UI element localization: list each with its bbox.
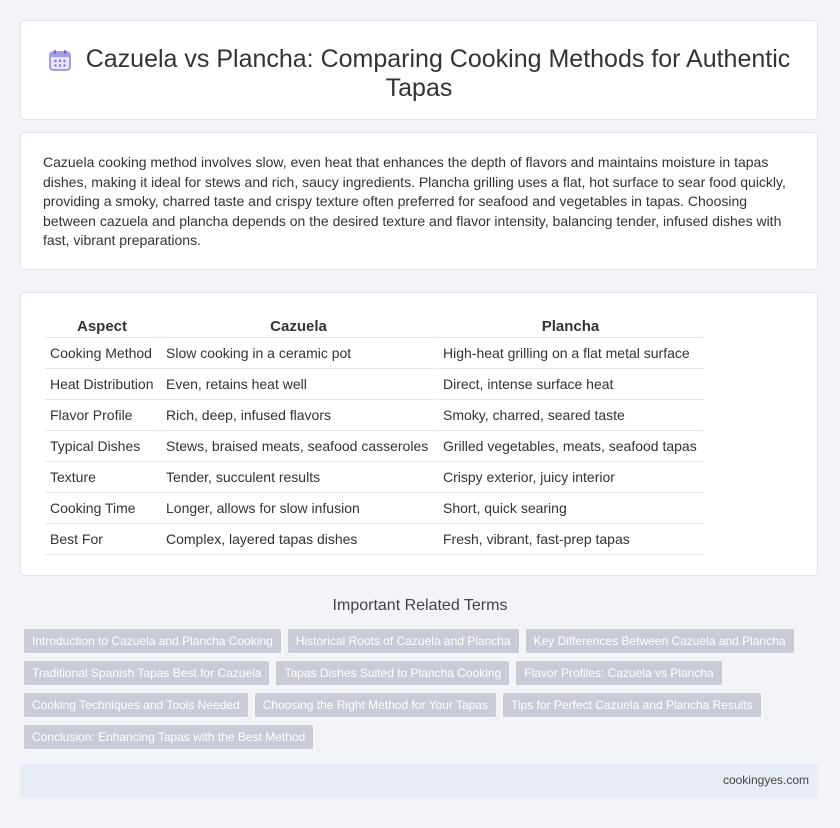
cell-plancha: Smoky, charred, seared taste [438, 400, 703, 431]
term-tag[interactable]: Tapas Dishes Suited to Plancha Cooking [276, 661, 509, 685]
cell-cazuela: Longer, allows for slow infusion [161, 493, 436, 524]
cell-plancha: Fresh, vibrant, fast-prep tapas [438, 524, 703, 555]
related-terms-heading: Important Related Terms [332, 597, 508, 614]
header-cazuela: Cazuela [161, 315, 436, 338]
table-row [45, 431, 703, 462]
cell-plancha: High-heat grilling on a flat metal surface [438, 338, 703, 369]
table-row [45, 338, 703, 369]
cell-aspect: Cooking Method [45, 338, 159, 369]
term-tag[interactable]: Tips for Perfect Cazuela and Plancha Results [503, 693, 761, 717]
cell-cazuela: Tender, succulent results [161, 462, 436, 493]
title-line-2: Tapas [385, 74, 453, 102]
table-row [45, 400, 703, 431]
cell-aspect: Texture [45, 462, 159, 493]
intro-card [20, 132, 818, 270]
header-aspect: Aspect [45, 315, 159, 338]
term-tag[interactable]: Flavor Profiles: Cazuela vs Plancha [516, 661, 721, 685]
header-plancha: Plancha [438, 315, 703, 338]
title-card [20, 20, 818, 120]
comparison-card [20, 292, 818, 576]
term-tag[interactable]: Traditional Spanish Tapas Best for Cazuela [24, 661, 269, 685]
term-tag[interactable]: Cooking Techniques and Tools Needed [24, 693, 248, 717]
table-row [45, 493, 703, 524]
cell-aspect: Typical Dishes [45, 431, 159, 462]
table-row [45, 462, 703, 493]
cell-aspect: Best For [45, 524, 159, 555]
term-tag[interactable]: Choosing the Right Method for Your Tapas [255, 693, 496, 717]
related-terms-list [24, 629, 804, 749]
cell-aspect: Cooking Time [45, 493, 159, 524]
table-header-row [45, 315, 703, 338]
cell-cazuela: Slow cooking in a ceramic pot [161, 338, 436, 369]
cell-plancha: Crispy exterior, juicy interior [438, 462, 703, 493]
cell-plancha: Direct, intense surface heat [438, 369, 703, 400]
title-line-1: Cazuela vs Plancha: Comparing Cooking Methods for Authentic [85, 45, 791, 73]
term-tag[interactable]: Introduction to Cazuela and Plancha Cooking [24, 629, 281, 653]
page-title [21, 45, 817, 103]
comparison-table [43, 315, 705, 555]
term-tag[interactable]: Conclusion: Enhancing Tapas with the Best Method [24, 725, 313, 749]
cell-aspect: Flavor Profile [45, 400, 159, 431]
footer [20, 764, 818, 798]
cell-plancha: Grilled vegetables, meats, seafood tapas [438, 431, 703, 462]
cell-cazuela: Rich, deep, infused flavors [161, 400, 436, 431]
table-row [45, 524, 703, 555]
cell-cazuela: Complex, layered tapas dishes [161, 524, 436, 555]
cell-cazuela: Even, retains heat well [161, 369, 436, 400]
footer-site-link[interactable]: cookingyes.com [722, 773, 809, 787]
cell-cazuela: Stews, braised meats, seafood casseroles [161, 431, 436, 462]
cell-aspect: Heat Distribution [45, 369, 159, 400]
term-tag[interactable]: Historical Roots of Cazuela and Plancha [288, 629, 519, 653]
calendar-icon [48, 48, 72, 72]
table-row [45, 369, 703, 400]
intro-paragraph: Cazuela cooking method involves slow, even heat that enhances the depth of flavors and maintains moisture in tapas dishes, making it ideal for stews and rich, saucy ingredients. Plancha grilling uses a flat, hot surface to sear food quickly, providing a smoky, charred taste and crispy texture often preferred for seafood and vegetables in tapas. Choosing between cazuela and plancha depends on the desired texture and flavor intensity, balancing tender, infused dishes with fast, vibrant preparations. [43, 154, 786, 248]
cell-plancha: Short, quick searing [438, 493, 703, 524]
term-tag[interactable]: Key Differences Between Cazuela and Plancha [526, 629, 794, 653]
